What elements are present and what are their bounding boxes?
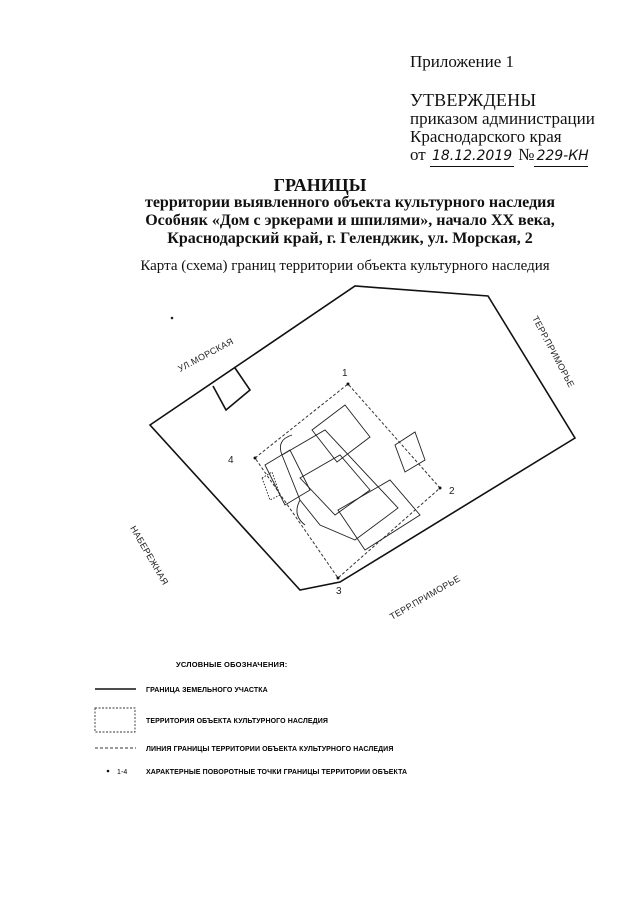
- legend-label-territory: ТЕРРИТОРИЯ ОБЪЕКТА КУЛЬТУРНОГО НАСЛЕДИЯ: [146, 718, 328, 725]
- legend-symbol-point-dot: [107, 770, 110, 773]
- plot-notch: [213, 368, 250, 410]
- legend-label-plot-boundary: ГРАНИЦА ЗЕМЕЛЬНОГО УЧАСТКА: [146, 687, 268, 694]
- document-title: ГРАНИЦЫ: [273, 175, 367, 195]
- legend-label-territory-line: ЛИНИЯ ГРАНИЦЫ ТЕРРИТОРИИ ОБЪЕКТА КУЛЬТУРНОГО НАСЛЕДИЯ: [146, 746, 394, 753]
- legend-label-points: ХАРАКТЕРНЫЕ ПОВОРОТНЫЕ ТОЧКИ ГРАНИЦЫ ТЕРРИТОРИИ ОБЪЕКТА: [146, 769, 408, 776]
- heritage-territory-boundary: [255, 384, 440, 578]
- legend-title: УСЛОВНЫЕ ОБОЗНАЧЕНИЯ:: [176, 660, 288, 669]
- legend-symbol-territory: [95, 708, 135, 732]
- date-prefix: от: [410, 145, 426, 164]
- street-label-primorye-top: ТЕРР.ПРИМОРЬЕ: [530, 314, 577, 390]
- approved-heading: УТВЕРЖДЕНЫ: [410, 90, 537, 110]
- scan-dot: [171, 317, 174, 320]
- title-line-1: территории выявленного объекта культурного наследия: [144, 194, 556, 211]
- map-caption: Карта (схема) границ территории объекта культурного наследия: [140, 258, 550, 274]
- title-line-2: Особняк «Дом с эркерами и шпилями», начало XX века,: [145, 212, 555, 229]
- appendix-label: Приложение 1: [410, 52, 514, 71]
- legend-symbol-point-range: 1-4: [117, 769, 128, 776]
- point-label-4: 4: [228, 455, 234, 466]
- title-line-3: Краснодарский край, г. Геленджик, ул. Морская, 2: [167, 230, 533, 247]
- number-value: 229-КН: [534, 146, 588, 167]
- street-label-primorye-bottom: ТЕРР.ПРИМОРЬЕ: [388, 573, 462, 622]
- approved-by-line1: приказом администрации: [410, 109, 595, 128]
- number-prefix: №: [518, 145, 535, 164]
- point-label-1: 1: [342, 368, 348, 379]
- date-value: 18.12.2019: [430, 146, 514, 167]
- point-label-3: 3: [336, 586, 342, 597]
- land-plot-boundary: [150, 286, 575, 590]
- point-label-2: 2: [449, 486, 455, 497]
- building-footprints: [262, 405, 425, 550]
- street-label-morskaya: УЛ.МОРСКАЯ: [176, 336, 236, 374]
- street-label-naberezhnaya: НАБЕРЕЖНАЯ: [128, 524, 171, 587]
- boundary-points: [254, 383, 442, 580]
- approved-by-line2: Краснодарского края: [410, 127, 562, 146]
